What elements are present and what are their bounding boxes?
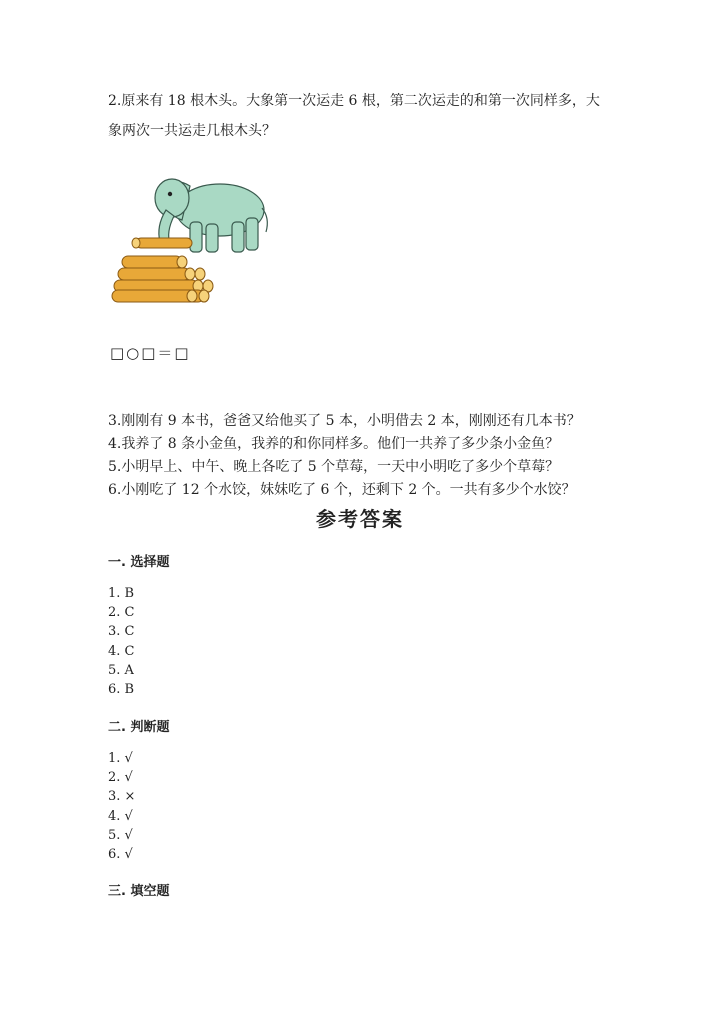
- section-2-title: 二. 判断题: [108, 720, 170, 735]
- elephant-logs-illustration: [108, 168, 273, 308]
- answer-item: 6. √: [108, 847, 133, 863]
- answer-item: 6. B: [108, 682, 135, 698]
- section-3-title: 三. 填空题: [108, 884, 170, 899]
- answer-item: 4. √: [108, 808, 133, 824]
- log-pile-icon: [112, 256, 213, 302]
- answer-formula: □○□＝□: [110, 344, 191, 362]
- section-2-answers: [108, 749, 135, 864]
- answer-item: 2. √: [108, 770, 133, 786]
- elephant-eye-icon: [168, 192, 172, 196]
- answer-item: 1. √: [108, 751, 133, 766]
- carried-log-icon: [132, 238, 192, 248]
- question-3: 3.刚刚有 9 本书，爸爸又给他买了 5 本，小明借去 2 本，刚刚还有几本书？: [108, 413, 581, 429]
- answer-item: 1. B: [108, 586, 135, 601]
- section-1-answers: [108, 584, 134, 699]
- question-2-line-2: 象两次一共运走几根木头？: [108, 123, 276, 139]
- answer-item: 4. C: [108, 643, 135, 659]
- answer-item: 2. C: [108, 605, 135, 621]
- section-1-title: 一. 选择题: [108, 555, 170, 570]
- answers-title: 参考答案: [316, 507, 404, 531]
- question-5: 5.小明早上、中午、晚上各吃了 5 个草莓，一天中小明吃了多少个草莓？: [108, 459, 560, 475]
- question-6: 6.小刚吃了 12 个水饺，妹妹吃了 6 个，还剩下 2 个。一共有多少个水饺？: [108, 482, 576, 498]
- question-2-line-1: 2.原来有 18 根木头。大象第一次运走 6 根，第二次运走的和第一次同样多，大: [108, 93, 600, 109]
- question-list: [108, 410, 628, 502]
- answer-item: 5. A: [108, 662, 134, 678]
- answer-item: 3. ×: [108, 789, 136, 805]
- answer-item: 3. C: [108, 624, 135, 640]
- question-2: [108, 86, 618, 146]
- question-4: 4.我养了 8 条小金鱼，我养的和你同样多。他们一共养了多少条小金鱼？: [108, 436, 560, 452]
- answer-item: 5. √: [108, 827, 133, 843]
